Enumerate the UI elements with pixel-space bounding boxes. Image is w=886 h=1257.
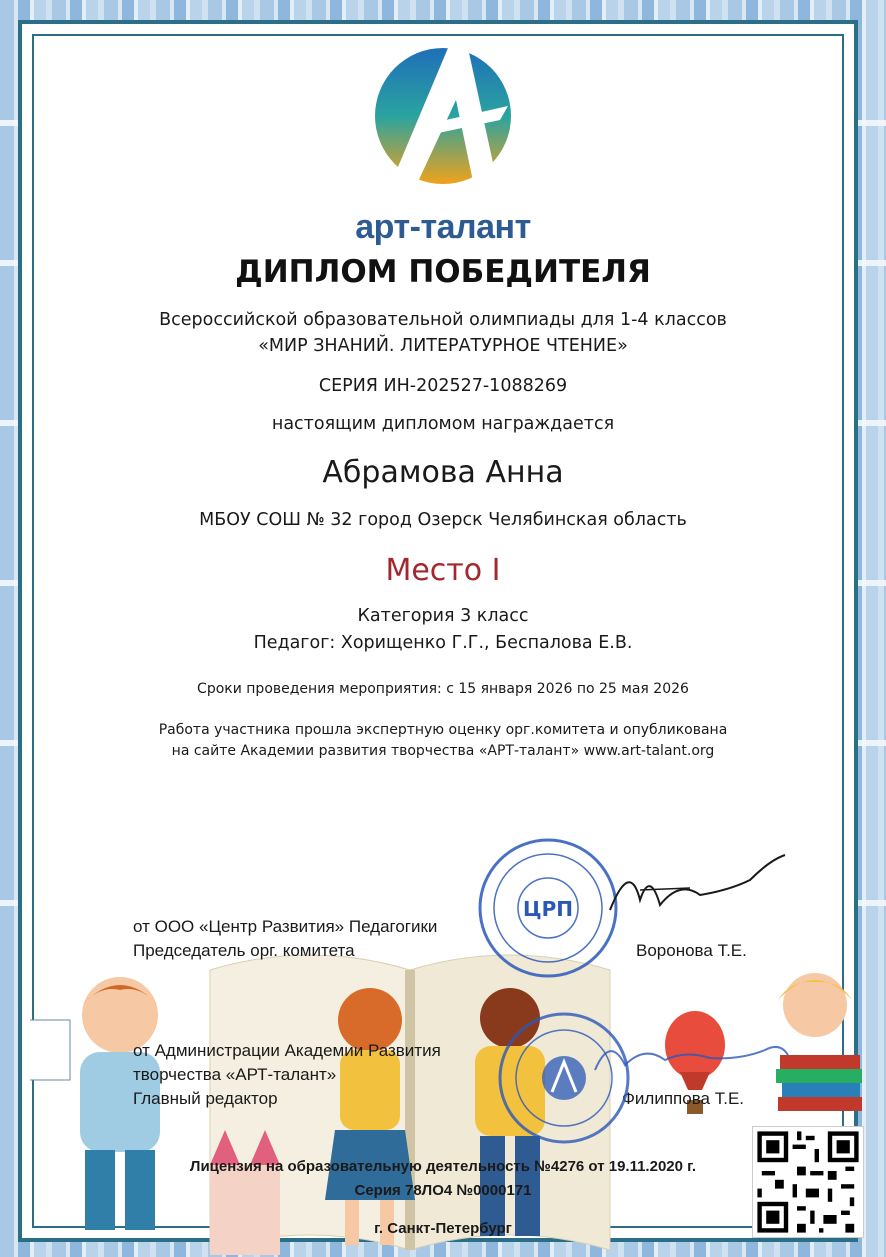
recipient-name: Абрамова Анна xyxy=(322,455,564,490)
diploma-title: ДИПЛОМ ПОБЕДИТЕЛЯ xyxy=(235,254,651,290)
awarded-text: настоящим дипломом награждается xyxy=(271,414,615,434)
license-line2: Серия 78ЛО4 №0000171 xyxy=(354,1182,532,1199)
academy-signature-line2: творчества «АРТ-талант» xyxy=(133,1065,337,1084)
org-signature-line1: от ООО «Центр Развития» Педагогики xyxy=(133,917,438,936)
academy-signature-line3: Главный редактор xyxy=(133,1089,278,1108)
qr-code-icon xyxy=(752,1126,864,1238)
license-line1: Лицензия на образовательную деятельность №4276 от 19.11.2020 г. xyxy=(189,1158,697,1175)
school-name: МБОУ СОШ № 32 город Озерск Челябинская область xyxy=(199,510,687,530)
evaluation-note-line2: на сайте Академии развития творчества «АРТ-талант» www.art-talant.org xyxy=(171,743,715,759)
place-award: Место I xyxy=(385,553,501,588)
olympiad-name: «МИР ЗНАНИЙ. ЛИТЕРАТУРНОЕ ЧТЕНИЕ» xyxy=(258,336,628,356)
academy-signer-name: Филиппова Т.Е. xyxy=(622,1089,745,1108)
org-stamp-icon xyxy=(476,836,620,980)
art-talant-logo-icon xyxy=(370,36,516,196)
event-dates: Сроки проведения мероприятия: с 15 января 2026 по 25 мая 2026 xyxy=(197,681,689,697)
academy-signature-icon xyxy=(590,1030,790,1090)
girl-illustration xyxy=(310,980,430,1250)
brand-name: арт-талант xyxy=(355,208,531,246)
academy-signature-line1: от Администрации Академии Развития xyxy=(133,1041,441,1060)
series-number: СЕРИЯ ИН-202527-1088269 xyxy=(318,376,568,396)
category: Категория 3 класс xyxy=(357,606,529,626)
stamp-text: ЦРП xyxy=(523,897,573,921)
org-signature-line2: Председатель орг. комитета xyxy=(133,941,355,960)
teacher: Педагог: Хорищенко Г.Г., Беспалова Е.В. xyxy=(253,633,633,653)
olympiad-line: Всероссийской образовательной олимпиады для 1-4 классов xyxy=(159,310,727,330)
org-signature-icon xyxy=(600,850,790,930)
org-signer-name: Воронова Т.Е. xyxy=(636,941,747,960)
evaluation-note-line1: Работа участника прошла экспертную оценку орг.комитета и опубликована xyxy=(158,722,728,738)
license-city: г. Санкт-Петербург xyxy=(374,1220,512,1237)
